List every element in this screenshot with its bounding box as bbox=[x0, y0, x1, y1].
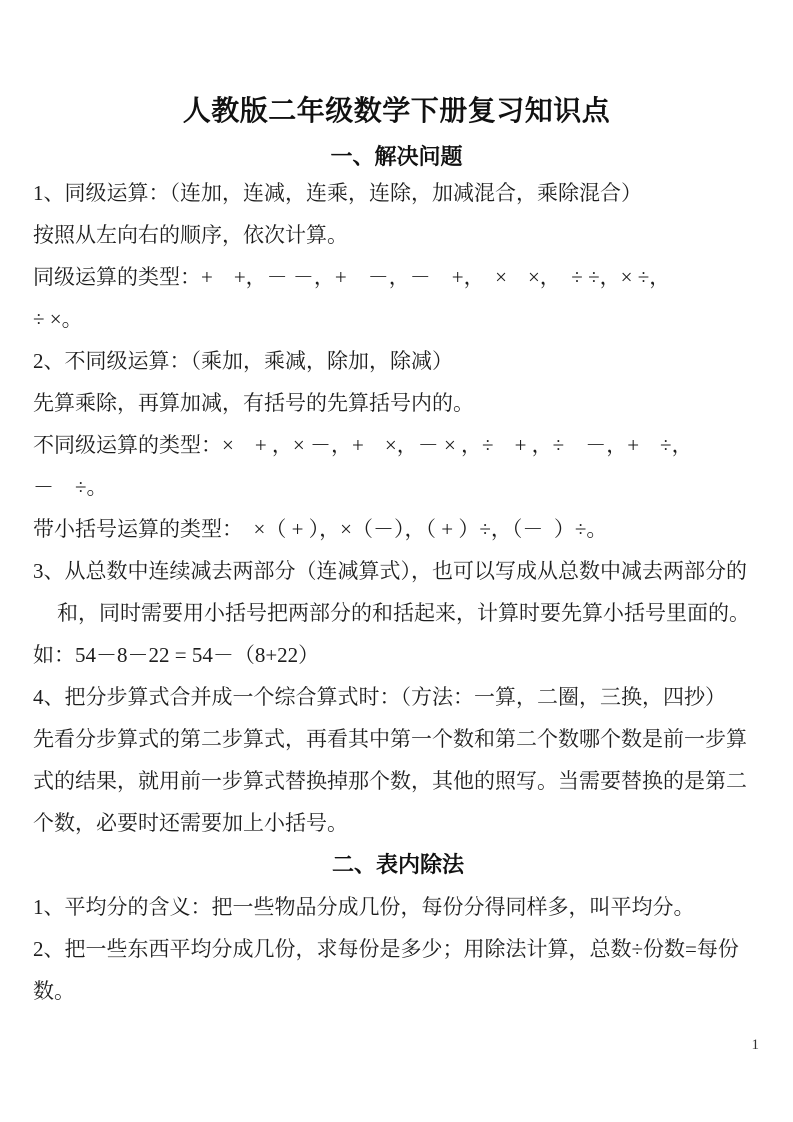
text-line: 个数，必要时还需要加上小括号。 bbox=[33, 811, 348, 835]
text-line: 同级运算的类型：+ +，－ －，+ －，－ +， × ×， ÷ ÷，× ÷， bbox=[33, 265, 671, 289]
text-line: 如：54－8－22 = 54－（8+22） bbox=[33, 643, 320, 667]
text-line: 式的结果，就用前一步算式替换掉那个数，其他的照写。当需要替换的是第二 bbox=[33, 769, 747, 793]
text-line: 数。 bbox=[33, 979, 75, 1003]
text-line: － ÷。 bbox=[33, 475, 108, 499]
text-line: 先看分步算式的第二步算式，再看其中第一个数和第二个数哪个数是前一步算 bbox=[33, 727, 747, 751]
text-line: 3、从总数中连续减去两部分（连减算式），也可以写成从总数中减去两部分的 bbox=[33, 559, 747, 583]
section-2-heading: 二、表内除法 bbox=[331, 852, 464, 877]
section-1-heading: 一、解决问题 bbox=[330, 144, 463, 169]
text-line: ÷ ×。 bbox=[33, 307, 83, 331]
text-line: 4、把分步算式合并成一个综合算式时：（方法：一算，二圈，三换，四抄） bbox=[33, 685, 726, 709]
text-line: 1、平均分的含义：把一些物品分成几份，每份分得同样多，叫平均分。 bbox=[33, 895, 695, 919]
text-line: 带小括号运算的类型： ×（ + ），×（－），（ + ）÷，（－ ）÷。 bbox=[33, 517, 608, 541]
text-line: 和，同时需要用小括号把两部分的和括起来，计算时要先算小括号里面的。 bbox=[57, 601, 750, 625]
text-line: 按照从左向右的顺序，依次计算。 bbox=[33, 223, 348, 247]
text-line: 2、不同级运算：（乘加，乘减，除加，除减） bbox=[33, 349, 453, 373]
text-line: 不同级运算的类型：× + ，× －，+ ×，－ × ，÷ + ，÷ －，+ ÷， bbox=[33, 433, 693, 457]
page-number: 1 bbox=[751, 1037, 759, 1053]
text-line: 先算乘除，再算加减，有括号的先算括号内的。 bbox=[33, 391, 474, 415]
document-body bbox=[33, 172, 763, 1012]
text-line: 1、同级运算：（连加，连减，连乘，连除，加减混合，乘除混合） bbox=[33, 181, 642, 205]
text-line: 2、把一些东西平均分成几份，求每份是多少；用除法计算，总数÷份数=每份 bbox=[33, 937, 739, 961]
document-title: 人教版二年级数学下册复习知识点 bbox=[182, 96, 611, 127]
